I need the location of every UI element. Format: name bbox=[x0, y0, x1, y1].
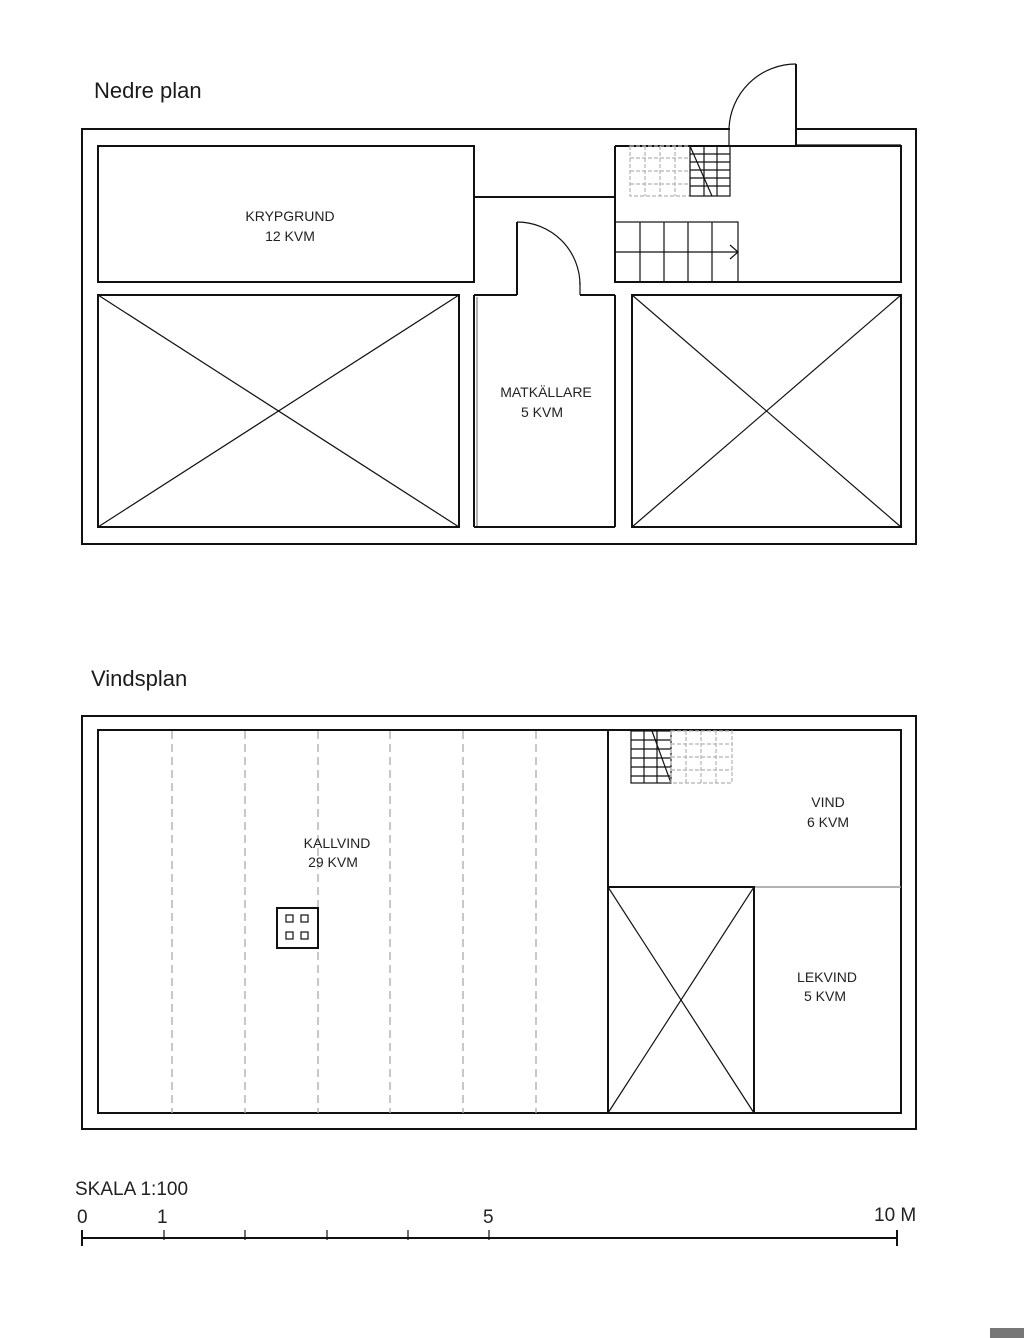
upper-stair bbox=[630, 146, 730, 196]
room-area-vind: 6 KVM bbox=[806, 814, 850, 830]
room-matkallare bbox=[474, 222, 615, 527]
scale-title: SKALA 1:100 bbox=[75, 1179, 189, 1200]
attic-plan bbox=[82, 716, 916, 1129]
room-area-krypgrund: 12 KVM bbox=[265, 228, 315, 244]
scale-label-0: 0 bbox=[77, 1207, 88, 1228]
attic-stair bbox=[631, 731, 732, 783]
lower-stair bbox=[615, 222, 738, 282]
room-label-matkallare: MATKÄLLARE bbox=[500, 384, 592, 400]
attic-outer-wall bbox=[82, 716, 916, 1129]
stair-hall-wall-right bbox=[615, 146, 901, 282]
room-area-kallvind: 29 KVM bbox=[308, 854, 358, 870]
room-label-krypgrund: KRYPGRUND bbox=[245, 208, 335, 224]
lower-left-shaft bbox=[98, 295, 459, 527]
attic-rafter-lines bbox=[172, 731, 536, 1113]
lower-plan bbox=[82, 64, 916, 544]
lower-outer-wall bbox=[82, 129, 916, 544]
corner-marker bbox=[990, 1328, 1024, 1338]
room-label-kallvind: KALLVIND bbox=[303, 835, 371, 851]
scale-bar bbox=[75, 1179, 916, 1246]
chimney-icon bbox=[277, 908, 318, 948]
attic-plan-title: Vindsplan bbox=[91, 666, 188, 691]
room-area-lekvind: 5 KVM bbox=[803, 988, 847, 1004]
lower-plan-title: Nedre plan bbox=[94, 78, 202, 103]
room-label-vind: VIND bbox=[811, 794, 845, 810]
attic-shaft bbox=[608, 887, 754, 1113]
room-area-matkallare: 5 KVM bbox=[520, 404, 564, 420]
entrance-door bbox=[729, 64, 901, 145]
scale-label-10: 10 M bbox=[874, 1205, 917, 1226]
room-label-lekvind: LEKVIND bbox=[797, 969, 857, 985]
attic-inner-wall bbox=[98, 730, 901, 1113]
scale-label-5: 5 bbox=[483, 1207, 494, 1228]
lower-right-shaft bbox=[632, 295, 901, 527]
scale-label-1: 1 bbox=[157, 1207, 168, 1228]
stair-hall-wall bbox=[474, 146, 615, 282]
